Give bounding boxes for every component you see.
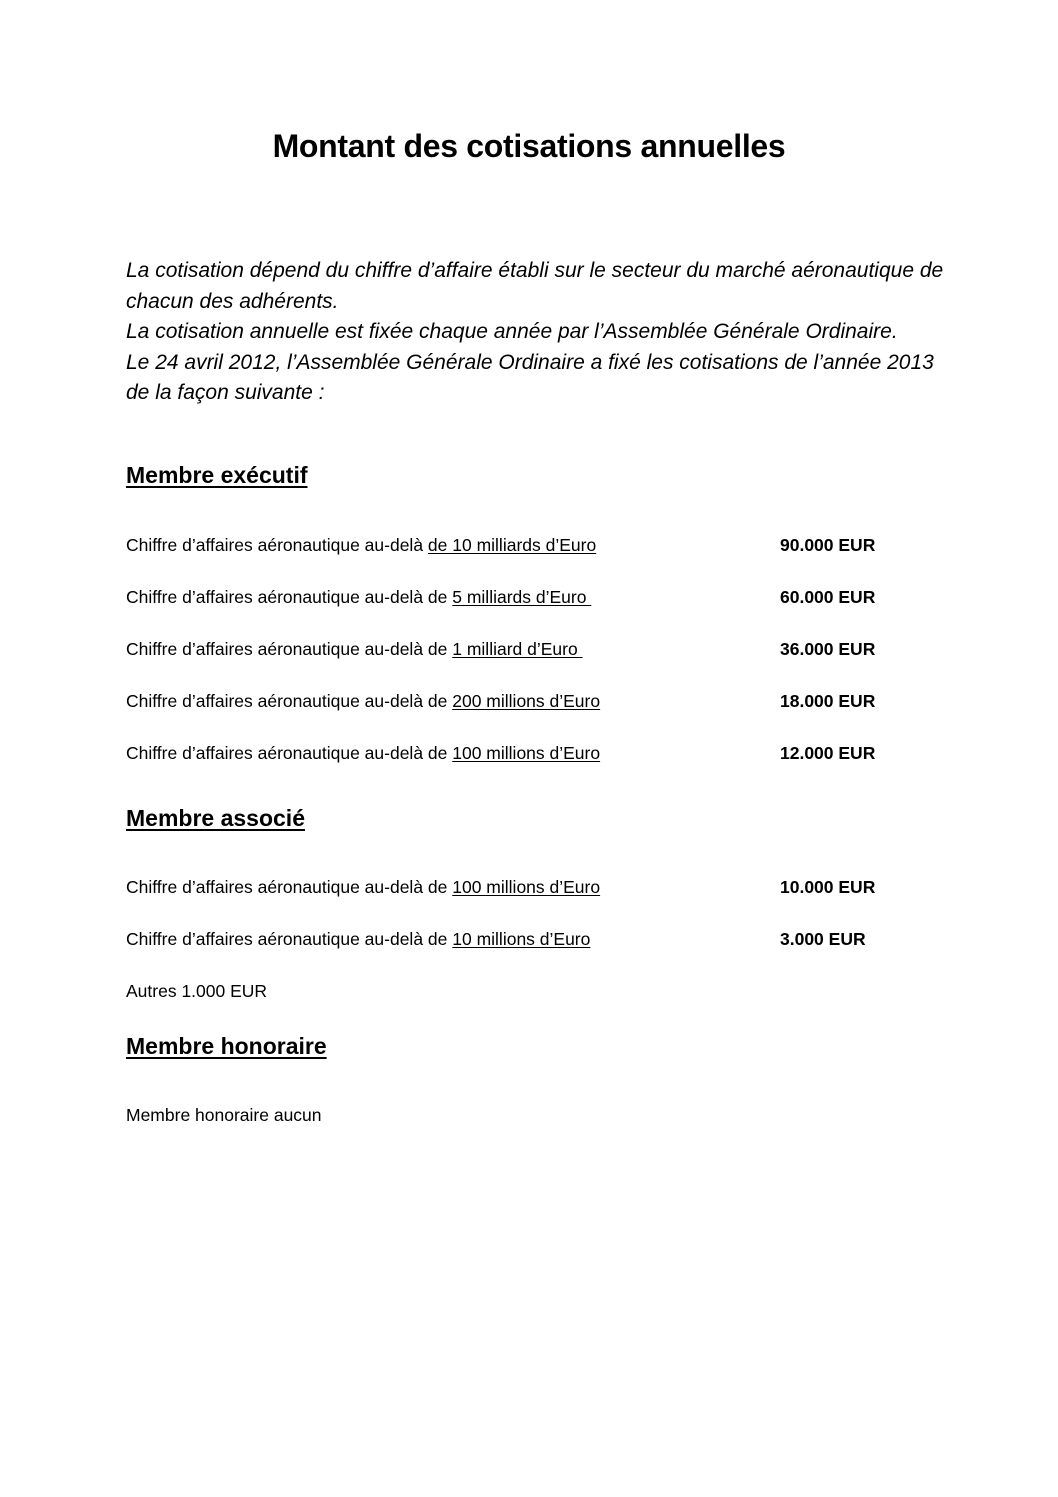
fee-row bbox=[126, 535, 926, 559]
section-heading-honoraire: Membre honoraire bbox=[126, 1033, 327, 1059]
fee-threshold: 10 millions d’Euro bbox=[452, 929, 591, 949]
fee-row bbox=[126, 691, 926, 715]
fee-row bbox=[126, 743, 926, 767]
fee-prefix: Chiffre d’affaires aéronautique au-delà de bbox=[126, 587, 453, 607]
section-heading-associe: Membre associé bbox=[126, 805, 305, 831]
intro-line-3: Le 24 avril 2012, l’Assemblée Générale Ordinaire a fixé les cotisations de l’année 2013 de la façon suivante : bbox=[126, 350, 934, 404]
fee-description bbox=[126, 743, 600, 764]
fee-threshold: 5 milliards d’Euro bbox=[452, 587, 592, 607]
fee-threshold: 200 millions d’Euro bbox=[452, 691, 601, 711]
section-heading-executif: Membre exécutif bbox=[126, 462, 308, 488]
page-title: Montant des cotisations annuelles bbox=[272, 128, 786, 164]
fee-prefix: Chiffre d’affaires aéronautique au-delà de bbox=[126, 691, 453, 711]
other-fee-line: Autres 1.000 EUR bbox=[126, 981, 268, 1001]
fee-row bbox=[126, 639, 926, 663]
fee-prefix: Chiffre d’affaires aéronautique au-delà de bbox=[126, 743, 453, 763]
fee-amount: 12.000 EUR bbox=[780, 743, 876, 763]
honorary-fee-line: Membre honoraire aucun bbox=[126, 1105, 322, 1125]
fee-description bbox=[126, 691, 600, 712]
fee-prefix: Chiffre d’affaires aéronautique au-delà de bbox=[126, 639, 453, 659]
fee-prefix: Chiffre d’affaires aéronautique au-delà de bbox=[126, 877, 453, 897]
fee-amount: 10.000 EUR bbox=[780, 877, 876, 897]
fee-prefix: Chiffre d’affaires aéronautique au-delà de bbox=[126, 929, 453, 949]
fee-threshold: 100 millions d’Euro bbox=[452, 743, 601, 763]
fee-row bbox=[126, 929, 926, 953]
intro-paragraph bbox=[126, 256, 956, 409]
fee-threshold: 100 millions d’Euro bbox=[452, 877, 601, 897]
fee-row bbox=[126, 587, 926, 611]
fee-description bbox=[126, 535, 596, 556]
fee-description bbox=[126, 639, 583, 660]
fee-amount: 18.000 EUR bbox=[780, 691, 876, 711]
fee-threshold: de 10 milliards d’Euro bbox=[427, 535, 597, 555]
intro-line-1: La cotisation dépend du chiffre d’affaire établi sur le secteur du marché aéronautique de chacun des adhérents. bbox=[126, 259, 944, 313]
fee-amount: 36.000 EUR bbox=[780, 639, 876, 659]
fee-amount: 90.000 EUR bbox=[780, 535, 876, 555]
fee-threshold: 1 milliard d’Euro bbox=[452, 639, 583, 659]
fee-description bbox=[126, 929, 590, 950]
intro-line-2: La cotisation annuelle est fixée chaque année par l’Assemblée Générale Ordinaire. bbox=[126, 320, 898, 343]
fee-prefix: Chiffre d’affaires aéronautique au-delà bbox=[126, 535, 428, 555]
fee-amount: 60.000 EUR bbox=[780, 587, 876, 607]
fee-amount: 3.000 EUR bbox=[780, 929, 866, 949]
fee-description bbox=[126, 587, 591, 608]
fee-row bbox=[126, 877, 926, 901]
fee-description bbox=[126, 877, 600, 898]
